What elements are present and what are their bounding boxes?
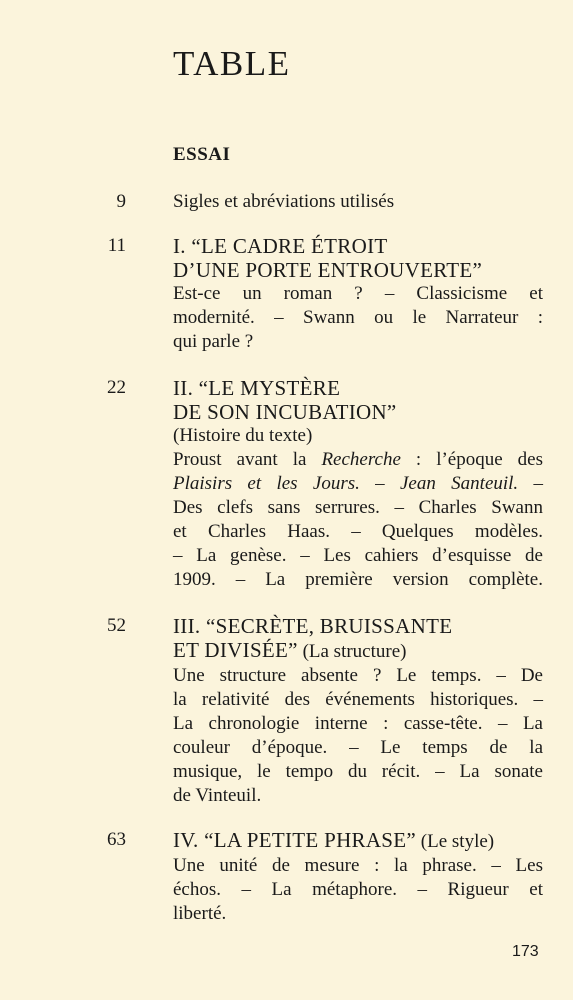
toc-line [173, 472, 543, 496]
toc-line: couleur d’époque. – Le temps de la [173, 737, 543, 758]
toc-line: la relativité des événements historiques. – [173, 689, 543, 710]
chapter-heading: DE SON INCUBATION” [173, 400, 397, 424]
chapter-heading-line [173, 828, 543, 854]
toc-italic-title: Plaisirs et les Jours. [173, 473, 360, 494]
toc-text: – [518, 473, 543, 494]
toc-line: liberté. [173, 903, 227, 924]
toc-entry-text [173, 828, 543, 926]
toc-page-number: 9 [116, 191, 126, 212]
toc-text: : l’époque des [400, 449, 543, 470]
toc-page-number: 63 [107, 829, 126, 850]
toc-line [173, 448, 543, 472]
toc-line: Est-ce un roman ? – Classicisme et [173, 283, 543, 304]
chapter-subtitle: (Histoire du texte) [173, 425, 313, 446]
chapter-subtitle: (La structure) [297, 641, 407, 662]
toc-line: échos. – La métaphore. – Rigueur et [173, 879, 543, 900]
page-folio-number: 173 [512, 943, 539, 960]
toc-line: La chronologie interne : casse-tête. – La [173, 713, 543, 734]
chapter-heading-line [173, 638, 543, 664]
chapter-heading: III. “SECRÈTE, BRUISSANTE [173, 614, 453, 638]
chapter-heading: ET DIVISÉE” [173, 638, 298, 662]
toc-line: musique, le tempo du récit. – La sonate [173, 761, 543, 782]
toc-entry-text [173, 234, 543, 354]
chapter-subtitle: (Le style) [416, 831, 495, 852]
toc-entry-text [173, 614, 543, 808]
toc-line: – La genèse. – Les cahiers d’esquisse de [173, 545, 543, 566]
toc-line: et Charles Haas. – Quelques modèles. [173, 521, 543, 542]
section-heading: ESSAI [173, 144, 231, 165]
toc-entry-text [173, 190, 543, 214]
toc-line: Une structure absente ? Le temps. – De [173, 665, 543, 686]
toc-line: modernité. – Swann ou le Narrateur : [173, 307, 543, 328]
toc-page-number: 11 [107, 235, 126, 256]
toc-line: qui parle ? [173, 331, 254, 352]
chapter-heading: I. “LE CADRE ÉTROIT [173, 234, 388, 258]
toc-line: Sigles et abréviations utilisés [173, 191, 395, 212]
toc-line: Des clefs sans serrures. – Charles Swann [173, 497, 543, 518]
toc-italic-title: Jean Santeuil. [399, 473, 519, 494]
page-title: TABLE [173, 44, 291, 83]
toc-line: de Vinteuil. [173, 785, 262, 806]
chapter-heading: II. “LE MYSTÈRE [173, 376, 341, 400]
chapter-heading: IV. “LA PETITE PHRASE” [173, 828, 417, 852]
toc-line: Une unité de mesure : la phrase. – Les [173, 855, 543, 876]
toc-page-number: 22 [107, 377, 126, 398]
toc-text: Proust avant la [173, 449, 322, 470]
toc-entry-text [173, 376, 543, 592]
toc-italic-title: Recherche [321, 449, 401, 470]
toc-text: – [359, 473, 400, 494]
toc-page-number: 52 [107, 615, 126, 636]
toc-line: 1909. – La première version complète. [173, 569, 543, 590]
chapter-heading: D’UNE PORTE ENTROUVERTE” [173, 258, 483, 282]
